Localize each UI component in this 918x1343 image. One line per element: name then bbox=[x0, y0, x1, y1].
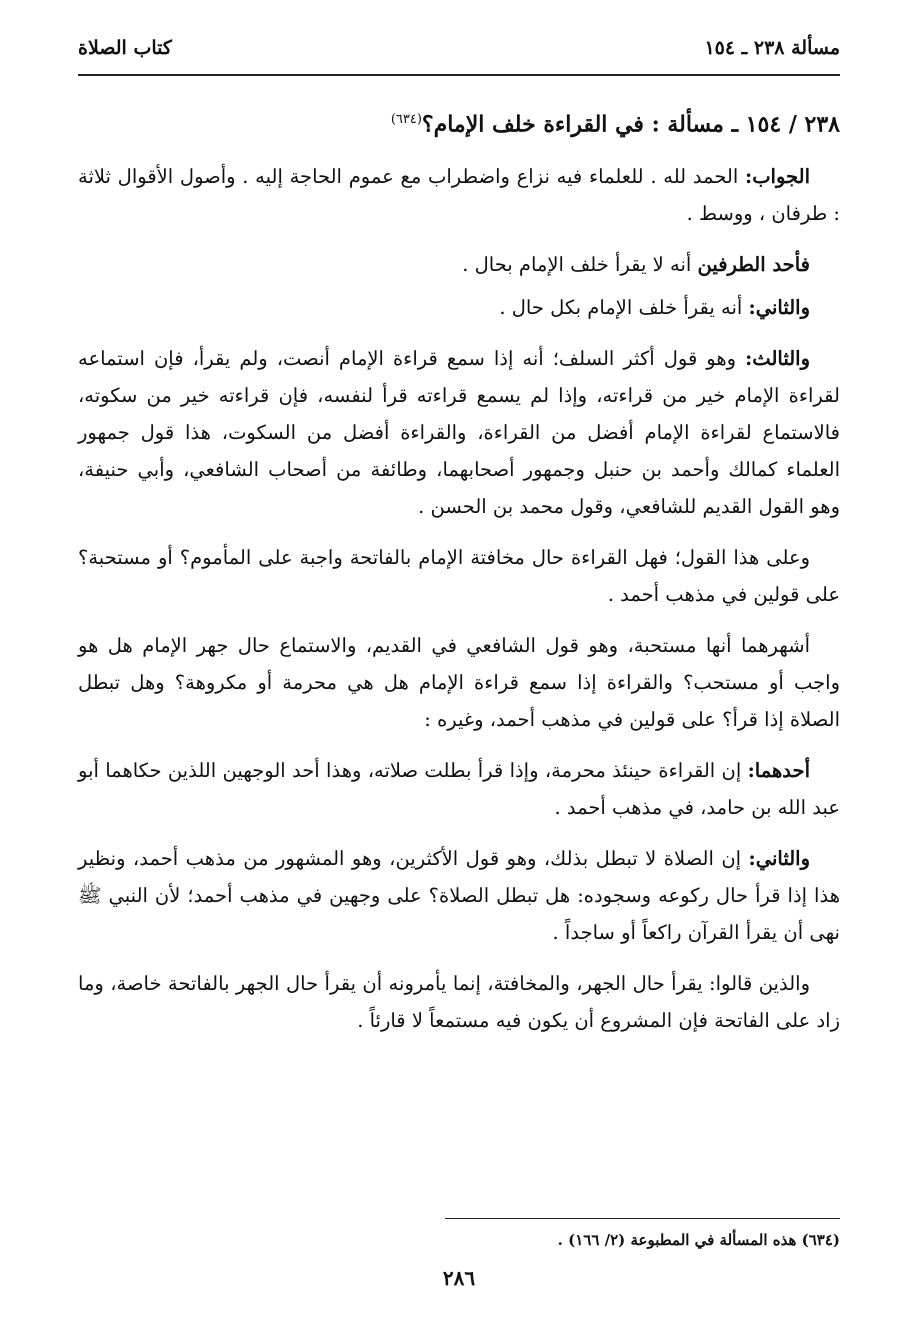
paragraph-answer bbox=[78, 158, 840, 232]
paragraph-lead: فأحد الطرفين bbox=[697, 253, 810, 277]
paragraph-first-opinion bbox=[78, 752, 840, 826]
header-rule bbox=[78, 74, 840, 76]
page-number: ٢٨٦ bbox=[442, 1266, 476, 1290]
paragraph-on-this-view bbox=[78, 539, 840, 613]
running-header bbox=[78, 28, 840, 68]
paragraph-lead: أحدهما: bbox=[747, 759, 810, 783]
paragraph-text: إن القراءة حينئذ محرمة، وإذا قرأ بطلت صلاته، وهذا أحد الوجهين اللذين حكاهما أبو عبد الله بن حامد، في مذهب أحمد . bbox=[78, 759, 840, 820]
paragraph-lead: والثالث: bbox=[745, 347, 810, 371]
two-extremes-group bbox=[78, 246, 840, 326]
paragraph-more-famous bbox=[78, 627, 840, 738]
paragraph-third-view bbox=[78, 340, 840, 525]
paragraph-text: أشهرهما أنها مستحبة، وهو قول الشافعي في القديم، والاستماع حال جهر الإمام هل هو واجب أو مستحب؟ والقراءة إذا سمع قراءة الإمام هل هي محرمة أو مكروهة؟ وهل تبطل الصلاة إذا قرأ؟ على قولين في مذهب أحمد، وغيره : bbox=[78, 634, 840, 732]
footnote-rule bbox=[445, 1218, 840, 1219]
heading-text: ٢٣٨ / ١٥٤ ـ مسألة : في القراءة خلف الإمام؟ bbox=[421, 111, 840, 138]
paragraph-first-extreme bbox=[78, 246, 840, 283]
paragraph-text: والذين قالوا: يقرأ حال الجهر، والمخافتة، إنما يأمرونه أن يقرأ حال الجهر بالفاتحة خاصة، وما زاد على الفاتحة فإن المشروع أن يكون فيه مستمعاً لا قارئاً . bbox=[78, 972, 840, 1033]
section-range: مسألة ٢٣٨ ـ ١٥٤ bbox=[704, 37, 840, 59]
paragraph-text: وهو قول أكثر السلف؛ أنه إذا سمع قراءة الإمام أنصت، ولم يقرأ، فإن استماعه لقراءة الإمام خير من قراءته، وإذا لم يسمع قراءته قرأ لنفسه، فإن قراءته خير من سكوته، فالاستماع لقراءة الإمام أفضل من القراءة، والقراءة أفضل من السكوت، هذا قول جمهور العلماء كمالك وأحمد بن حنبل وجمهور أصحابهما، وطائفة من أصحاب الشافعي، وأبي حنيفة، وهو القول القديم للشافعي، وقول محمد بن الحسن . bbox=[78, 347, 840, 519]
paragraph-those-who-said bbox=[78, 965, 840, 1039]
page-body bbox=[78, 100, 840, 1053]
paragraph-lead: والثاني: bbox=[748, 847, 810, 871]
paragraph-text: أنه لا يقرأ خلف الإمام بحال . bbox=[462, 253, 698, 277]
paragraph-text: وعلى هذا القول؛ فهل القراءة حال مخافتة الإمام بالفاتحة واجبة على المأموم؟ أو مستحبة؟ على قولين في مذهب أحمد . bbox=[78, 546, 840, 607]
paragraph-second-opinion bbox=[78, 840, 840, 951]
paragraph-lead: الجواب: bbox=[745, 165, 810, 189]
paragraph-text: أنه يقرأ خلف الإمام بكل حال . bbox=[499, 296, 749, 320]
paragraph-text: الحمد لله . للعلماء فيه نزاع واضطراب مع عموم الحاجة إليه . وأصول الأقوال ثلاثة : طرفان ، ووسط . bbox=[78, 165, 840, 226]
paragraph-text: إن الصلاة لا تبطل بذلك، وهو قول الأكثرين، وهو المشهور من مذهب أحمد، ونظير هذا إذا قرأ حال ركوعه وسجوده: هل تبطل الصلاة؟ على وجهين في مذهب أحمد؛ لأن النبي ﷺ نهى أن يقرأ القرآن راكعاً أو ساجداً . bbox=[78, 847, 840, 945]
paragraph-second-extreme bbox=[78, 289, 840, 326]
book-title: كتاب الصلاة bbox=[78, 37, 172, 59]
footnote-reference: (٦٣٤) bbox=[390, 112, 422, 127]
question-heading bbox=[78, 100, 840, 144]
paragraph-lead: والثاني: bbox=[748, 296, 810, 320]
footnote: (٦٣٤) هذه المسألة في المطبوعة (٢/ ١٦٦) . bbox=[557, 1231, 840, 1249]
